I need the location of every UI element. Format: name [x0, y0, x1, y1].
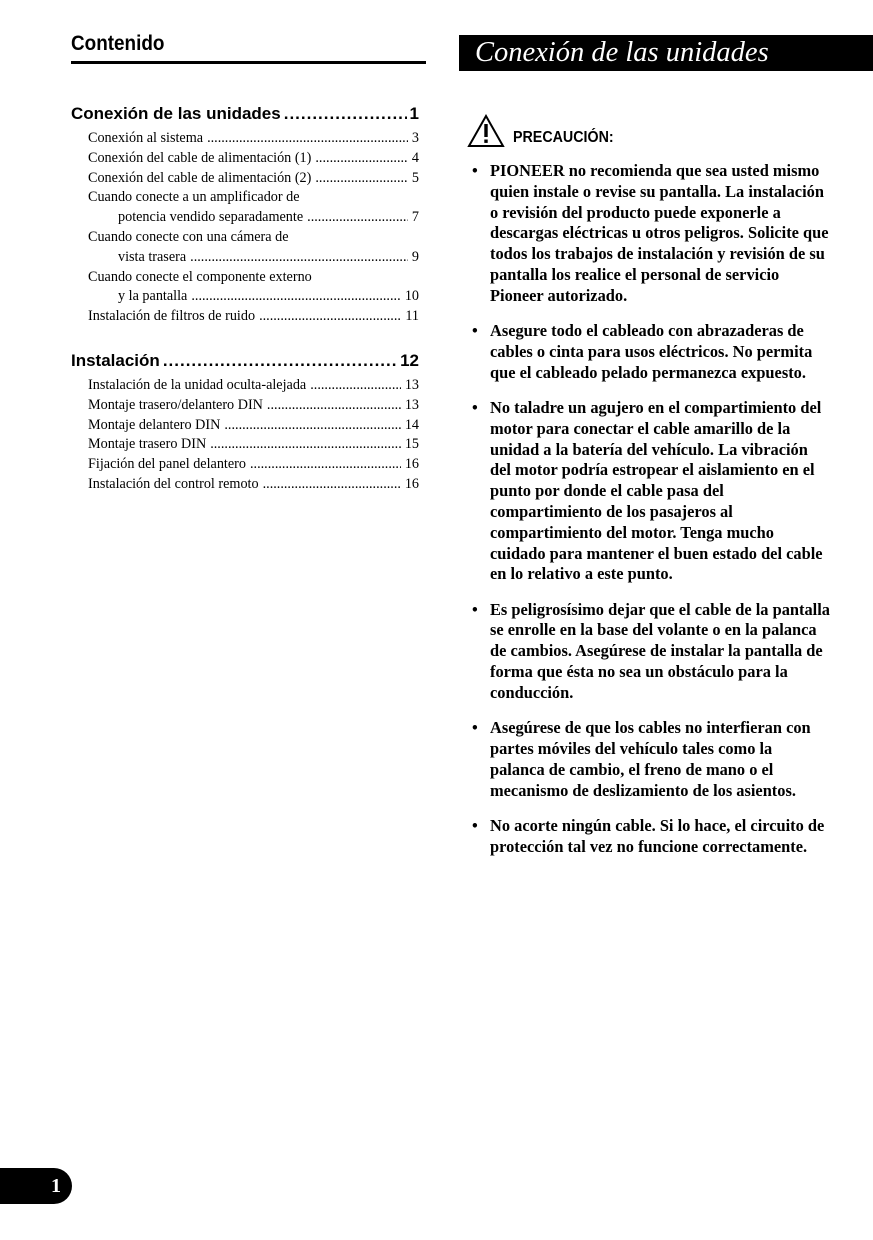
toc-section-instalacion — [71, 349, 426, 495]
toc-entry[interactable] — [88, 149, 419, 169]
toc-entry-first-line: Cuando conecte a un amplificador de — [88, 189, 300, 206]
dot-leader — [191, 287, 400, 307]
toc-entry[interactable] — [88, 416, 419, 436]
toc-entry-text: Instalación del control remoto — [88, 475, 259, 492]
toc-heading-title: Conexión de las unidades — [71, 104, 281, 123]
toc-entry-page: 13 — [404, 396, 419, 413]
caution-text: Asegúrese de que los cables no interfieran con partes móviles del vehículo tales como la palanca de cambio, el freno de mano o el mecanismo de deslizamiento de los asientos. — [490, 718, 811, 800]
caution-text: No acorte ningún cable. Si lo hace, el circuito de protección tal vez no funcione correctamente. — [490, 815, 825, 856]
dot-leader — [284, 102, 407, 126]
caution-text: No taladre un agujero en el compartimiento del motor para conectar el cable amarillo de la unidad a la batería del vehículo. La vibración del motor podría estropear el aislamiento en el punto por donde el cable pasa del compartimiento de los pasajeros al compartimiento del motor. Tenga mucho cuidado para mantener el buen estado del cable en lo relativo a este punto. — [490, 397, 823, 584]
contents-column — [71, 30, 426, 517]
toc-entry-text: y la pantalla — [118, 288, 188, 305]
table-of-contents — [71, 102, 426, 495]
dot-leader — [224, 416, 400, 436]
toc-section-conexion — [71, 102, 426, 327]
caution-item — [470, 398, 830, 585]
caution-text: Es peligrosísimo dejar que el cable de la pantalla se enrolle en la base del volante o en la palanca de cambios. Asegúrese de instalar la pantalla de forma que ésta no sea un obstáculo para la conducción. — [490, 599, 830, 702]
toc-entry-page: 11 — [405, 308, 419, 325]
warning-triangle-icon — [467, 114, 505, 148]
toc-entry-text: Fijación del panel delantero — [88, 456, 246, 473]
toc-entry-page: 7 — [411, 209, 419, 226]
toc-entry[interactable] — [88, 455, 419, 475]
toc-entry-page: 15 — [404, 436, 419, 453]
toc-heading[interactable] — [71, 349, 419, 373]
toc-entry-text: Instalación de la unidad oculta-alejada — [88, 376, 307, 393]
caution-header — [467, 114, 622, 148]
toc-entry-page: 13 — [404, 376, 419, 393]
toc-entry[interactable] — [88, 228, 419, 268]
toc-heading-page: 12 — [400, 350, 419, 370]
dot-leader — [190, 248, 408, 268]
dot-leader — [259, 307, 401, 327]
toc-entry-text: Conexión del cable de alimentación (2) — [88, 169, 312, 186]
bullet: • — [472, 815, 478, 835]
toc-entry-page: 5 — [411, 169, 419, 186]
dot-leader — [315, 169, 408, 189]
toc-entry-text: Conexión al sistema — [88, 130, 204, 146]
toc-entry[interactable] — [88, 188, 419, 228]
caution-item — [470, 718, 830, 801]
dot-leader — [210, 435, 401, 455]
toc-entry-text: Montaje trasero DIN — [88, 436, 207, 453]
dot-leader — [267, 396, 401, 416]
toc-entry-first-line: Cuando conecte el componente externo — [88, 268, 312, 285]
toc-entry-page: 9 — [411, 248, 419, 265]
caution-item — [470, 600, 830, 704]
dot-leader — [310, 376, 401, 396]
toc-heading-page: 1 — [409, 104, 419, 123]
page-number-tab: 1 — [0, 1168, 72, 1204]
caution-text: PIONEER no recomienda que sea usted mismo quien instale o revise su pantalla. La instalación o revisión del producto puede exponerle a descargas eléctricas u otros peligros. Solicite que todos los trabajos de instalación y revisión de su pantalla los realice el personal de servicio Pioneer autorizado. — [490, 161, 829, 305]
bullet: • — [472, 718, 478, 738]
toc-entry[interactable] — [88, 268, 419, 308]
toc-entry[interactable] — [88, 169, 419, 189]
dot-leader — [263, 475, 401, 495]
bullet: • — [472, 599, 478, 619]
caution-item — [470, 321, 830, 383]
caution-label: PRECAUCIÓN: — [513, 129, 614, 146]
dot-leader — [250, 455, 401, 475]
bullet: • — [472, 397, 478, 417]
caution-text: Asegure todo el cableado con abrazaderas de cables o cinta para usos eléctricos. No permita que el cableado pelado permanezca expuesto. — [490, 321, 813, 382]
toc-entry[interactable] — [88, 435, 419, 455]
toc-entry-page: 10 — [404, 288, 419, 305]
toc-entry-page: 3 — [411, 130, 419, 146]
toc-heading[interactable] — [71, 102, 419, 126]
caution-item — [470, 161, 830, 307]
toc-entry-text: Instalación de filtros de ruido — [88, 308, 256, 325]
toc-entry[interactable] — [88, 475, 419, 495]
toc-entry-first-line: Cuando conecte con una cámera de — [88, 228, 289, 245]
dot-leader — [163, 349, 397, 373]
section-banner: Conexión de las unidades — [459, 35, 873, 71]
toc-entry-page: 14 — [404, 416, 419, 433]
toc-entry-text: Montaje trasero/delantero DIN — [88, 396, 263, 413]
toc-entry-text: vista trasera — [118, 248, 187, 265]
dot-leader — [207, 129, 408, 149]
caution-item — [470, 816, 830, 858]
toc-entry-text: Conexión del cable de alimentación (1) — [88, 149, 312, 166]
dot-leader — [307, 208, 408, 228]
dot-leader — [315, 149, 408, 169]
toc-entry-text: Montaje delantero DIN — [88, 416, 221, 433]
bullet: • — [472, 321, 478, 341]
contents-title: Contenido — [71, 32, 165, 55]
caution-list — [470, 161, 830, 872]
bullet: • — [472, 161, 478, 180]
toc-entry[interactable] — [88, 376, 419, 396]
toc-entry-page: 16 — [404, 456, 419, 473]
toc-entry[interactable] — [88, 307, 419, 327]
title-rule — [71, 61, 426, 64]
toc-entry-page: 16 — [404, 475, 419, 492]
toc-heading-title: Instalación — [71, 350, 160, 370]
toc-entry[interactable] — [88, 129, 419, 149]
toc-entry-page: 4 — [411, 149, 419, 166]
toc-entry[interactable] — [88, 396, 419, 416]
toc-entry-text: potencia vendido separadamente — [118, 209, 304, 226]
